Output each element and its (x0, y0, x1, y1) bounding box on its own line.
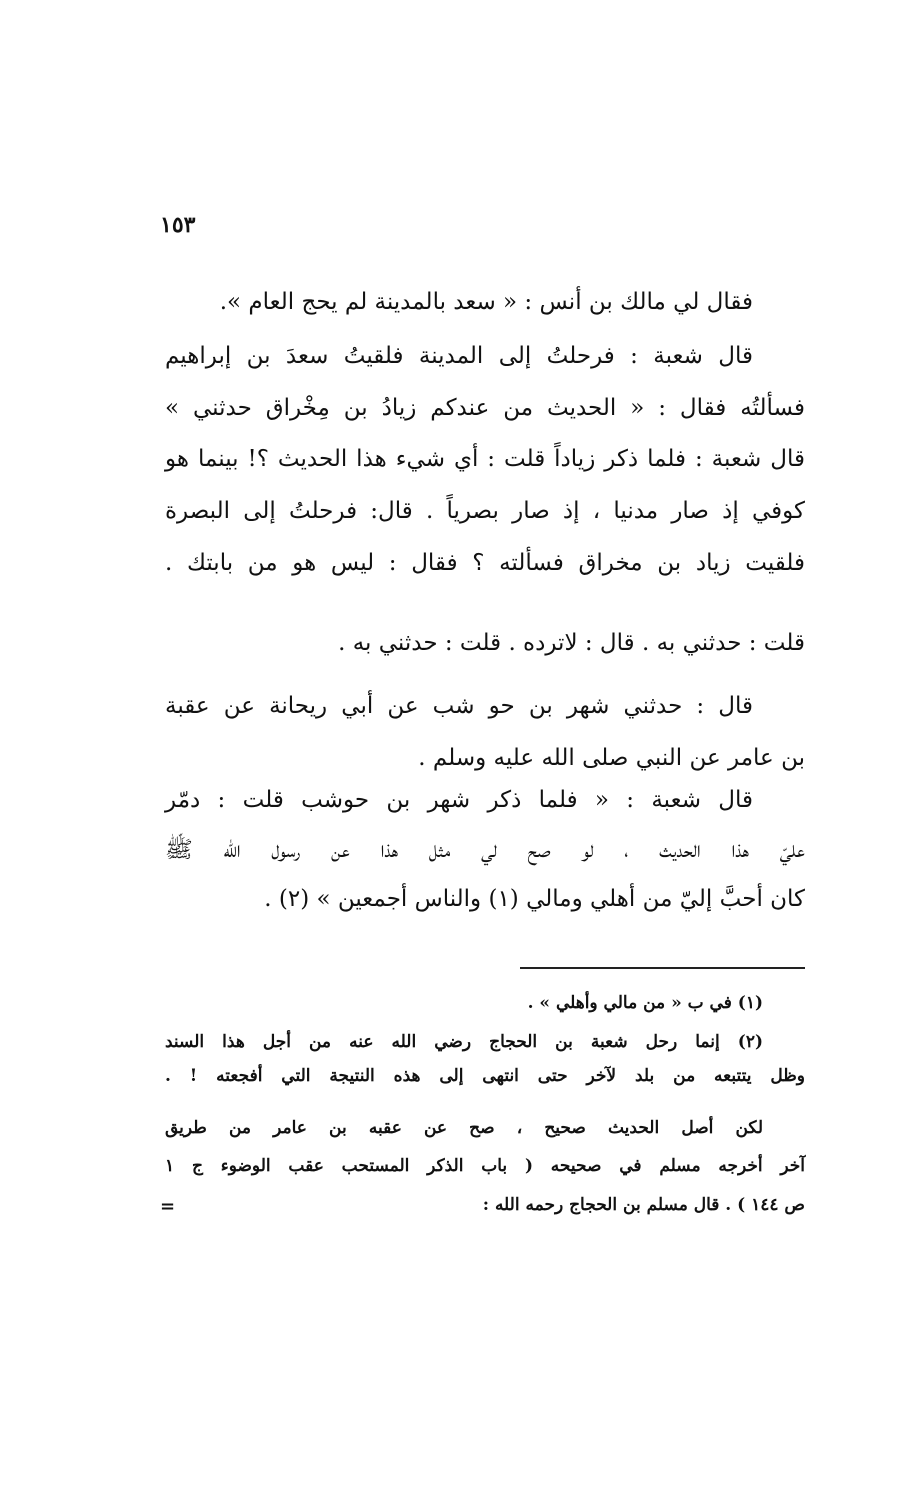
text-line: فقال لي مالك بن أنس : « سعد بالمدينة لم يحج العام ». (219, 289, 753, 315)
text-line: قال شعبة : فرحلتُ إلى المدينة فلقيتُ سعدَ بن إبراهيم (165, 343, 753, 369)
text-line: قال شعبة : فلما ذكر زياداً قلت : أي شيء هذا الحديث ؟! بينما هو (165, 446, 805, 472)
text-line: قال : حدثني شهر بن حو شب عن أبي ريحانة عن عقبة (165, 693, 753, 719)
continuation-mark: = (160, 1196, 176, 1217)
text-line: عليّ هذا الحديث ، لو صح لي مثل هذا عن رسول الله ﷺ (165, 837, 805, 863)
text-line: قلت : حدثني به . قال : لاترده . قلت : حدثني به . (338, 630, 805, 656)
text-line: كان أحبَّ إليّ من أهلي ومالي (١) والناس أجمعين » (٢) . (264, 886, 805, 912)
text-line: كوفي إذ صار مدنيا ، إذ صار بصرياً . قال: فرحلتُ إلى البصرة (165, 498, 805, 524)
footnote-line: لكن أصل الحديث صحيح ، صح عن عقبه بن عامر من طريق (165, 1118, 763, 1138)
text-line: بن عامر عن النبي صلى الله عليه وسلم . (418, 745, 805, 771)
text-line: قال شعبة : « فلما ذكر شهر بن حوشب قلت : دمّر (165, 787, 753, 813)
footnote-line: آخر أخرجه مسلم في صحيحه ( باب الذكر المستحب عقب الوضوء ج ١ (165, 1156, 805, 1176)
footnote-line: ص ١٤٤ ) . قال مسلم بن الحجاج رحمه الله : (482, 1195, 805, 1215)
footnote-line: (٢) إنما رحل شعبة بن الحجاج رضي الله عنه من أجل هذا السند (165, 1032, 763, 1052)
text-line: فسألتُه فقال : « الحديث من عندكم زيادُ بن مِخْراق حدثني » (165, 395, 805, 421)
page-number: ١٥٣ (160, 212, 196, 238)
footnote-line: وظل يتتبعه من بلد لآخر حتى انتهى إلى هذه النتيجة التي أفجعته ! . (165, 1066, 805, 1086)
footnote-divider (520, 967, 805, 969)
text-line: فلقيت زياد بن مخراق فسألته ؟ فقال : ليس هو من بابتك . (165, 550, 805, 576)
footnote-line: (١) في ب « من مالي وأهلي » . (527, 993, 763, 1013)
